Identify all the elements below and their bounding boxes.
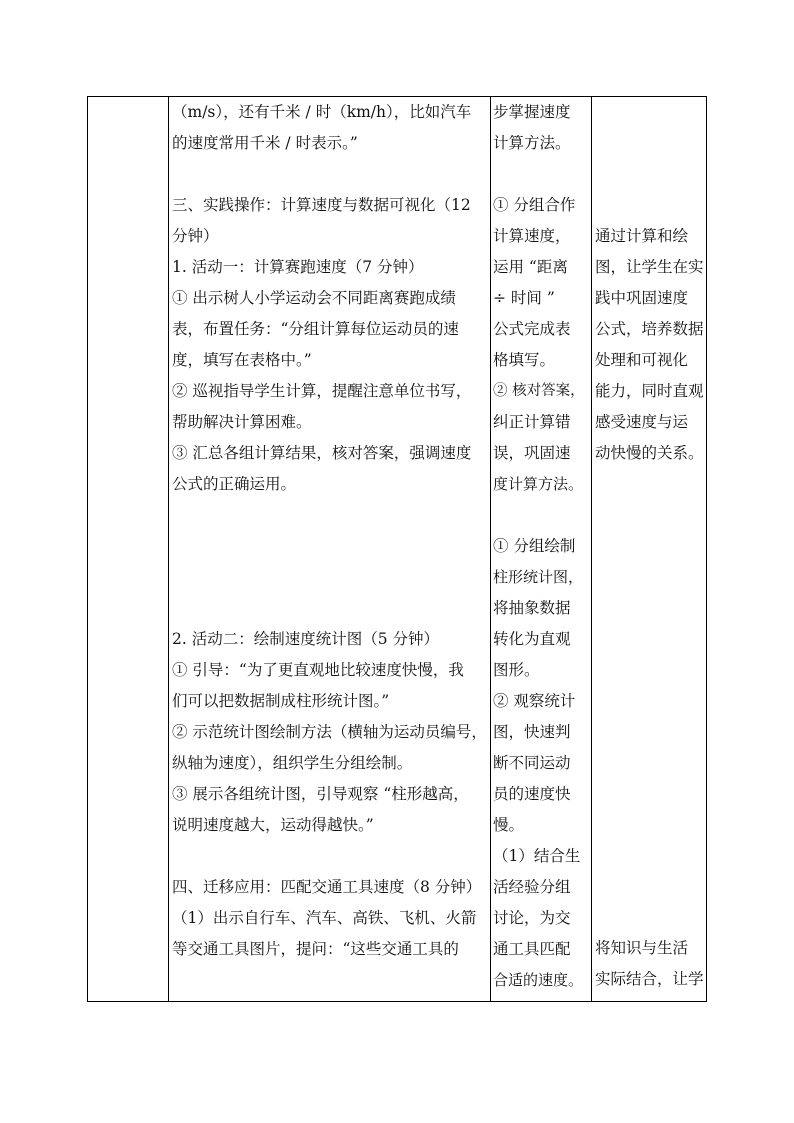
blank-line <box>172 562 488 593</box>
text-line: 图形。 <box>493 661 540 679</box>
blank-line <box>172 841 488 872</box>
text-line: 处理和可视化 <box>595 351 689 369</box>
blank-line <box>172 593 488 624</box>
text-line: 图，让学生在实 <box>595 258 704 276</box>
text-line: 感受速度与运 <box>595 413 689 431</box>
text-line: 们可以把数据制成柱形统计图。” <box>172 692 390 710</box>
text-line: ① 出示树人小学运动会不同距离赛跑成绩 <box>172 289 456 307</box>
column-divider <box>490 97 491 1001</box>
student-activity-column <box>493 97 585 996</box>
blank-line <box>172 531 488 562</box>
text-line: ③ 展示各组统计图，引导观察 “柱形越高， <box>172 785 469 803</box>
text-line: 帮助解决计算困难。 <box>172 413 312 431</box>
text-line: 分钟） <box>172 227 219 245</box>
text-line: 活经验分组 <box>493 878 571 896</box>
text-line: ① 引导：“为了更直观地比较速度快慢，我 <box>172 661 464 679</box>
blank-line <box>172 500 488 531</box>
text-line: 说明速度越大，运动得越快。” <box>172 816 374 834</box>
text-line: 能力，同时直观 <box>595 382 704 400</box>
text-line: ② 巡视指导学生计算，提醒注意单位书写， <box>172 382 472 400</box>
text-line: 度计算方法。 <box>493 475 584 493</box>
section-heading: 四、迁移应用：匹配交通工具速度（8 分钟） <box>172 878 482 896</box>
text-line: 公式，培养数据 <box>595 320 704 338</box>
text-line: ① 分组绘制 <box>493 537 576 555</box>
text-line: 合适的速度。 <box>493 971 584 989</box>
design-intent-column-continued <box>595 933 705 995</box>
text-line: 等交通工具图片，提问：“这些交通工具的 <box>172 940 459 958</box>
blank-line <box>493 500 585 531</box>
text-line: 步掌握速度 <box>493 103 571 121</box>
text-line: 运用 “距离 <box>493 258 568 276</box>
text-line: ÷ 时间 ” <box>493 289 555 307</box>
text-line: （m/s），还有千米 / 时（km/h），比如汽车 <box>172 103 472 121</box>
blank-line <box>493 159 585 190</box>
text-line: 纵轴为速度），组织学生分组绘制。 <box>172 754 413 772</box>
text-line: ① 分组合作 <box>493 196 576 214</box>
activity-heading: 1. 活动一：计算赛跑速度（7 分钟） <box>172 258 424 276</box>
section-heading: 三、实践操作：计算速度与数据可视化（12 <box>172 196 471 214</box>
text-line: 慢。 <box>493 816 525 834</box>
text-line: ③ 汇总各组计算结果，核对答案，强调速度 <box>172 444 472 462</box>
text-line: 柱形统计图， <box>493 568 584 586</box>
text-line: 断不同运动 <box>493 754 571 772</box>
design-intent-column <box>595 221 705 469</box>
column-divider <box>591 97 592 1001</box>
teacher-activity-column <box>172 97 488 965</box>
text-line: 图，快速判 <box>493 723 571 741</box>
text-line: 公式的正确运用。 <box>172 475 297 493</box>
text-line: 讨论，为交 <box>493 909 571 927</box>
text-line: 将知识与生活 <box>595 939 689 957</box>
text-line: （1）出示自行车、汽车、高铁、飞机、火箭 <box>172 909 477 927</box>
activity-heading: 2. 活动二：绘制速度统计图（5 分钟） <box>172 630 440 648</box>
text-line: 误，巩固速 <box>493 444 571 462</box>
text-line: 实际结合，让学 <box>595 970 704 988</box>
text-line: ② 示范统计图绘制方法（横轴为运动员编号， <box>172 723 487 741</box>
blank-line <box>172 159 488 190</box>
text-line: 员的速度快 <box>493 785 571 803</box>
text-line: ② 观察统计 <box>493 692 576 710</box>
text-line: 将抽象数据 <box>493 599 571 617</box>
text-line: 表，布置任务：“分组计算每位运动员的速 <box>172 320 459 338</box>
text-line: 纠正计算错 <box>493 413 571 431</box>
text-line: 践中巩固速度 <box>595 289 689 307</box>
lesson-plan-table <box>87 96 707 1002</box>
text-line: 通过计算和绘 <box>595 227 689 245</box>
text-line: 通工具匹配 <box>493 940 571 958</box>
text-line: 格填写。 <box>493 351 556 369</box>
text-line: ② 核对答案， <box>493 383 585 399</box>
text-line: 公式完成表 <box>493 320 571 338</box>
text-line: 动快慢的关系。 <box>595 444 704 462</box>
text-line: 转化为直观 <box>493 630 571 648</box>
column-divider <box>168 97 169 1001</box>
text-line: （1）结合生 <box>493 847 581 865</box>
text-line: 计算方法。 <box>493 134 571 152</box>
text-line: 的速度常用千米 / 时表示。” <box>172 134 358 152</box>
text-line: 计算速度， <box>493 227 571 245</box>
text-line: 度，填写在表格中。” <box>172 351 312 369</box>
